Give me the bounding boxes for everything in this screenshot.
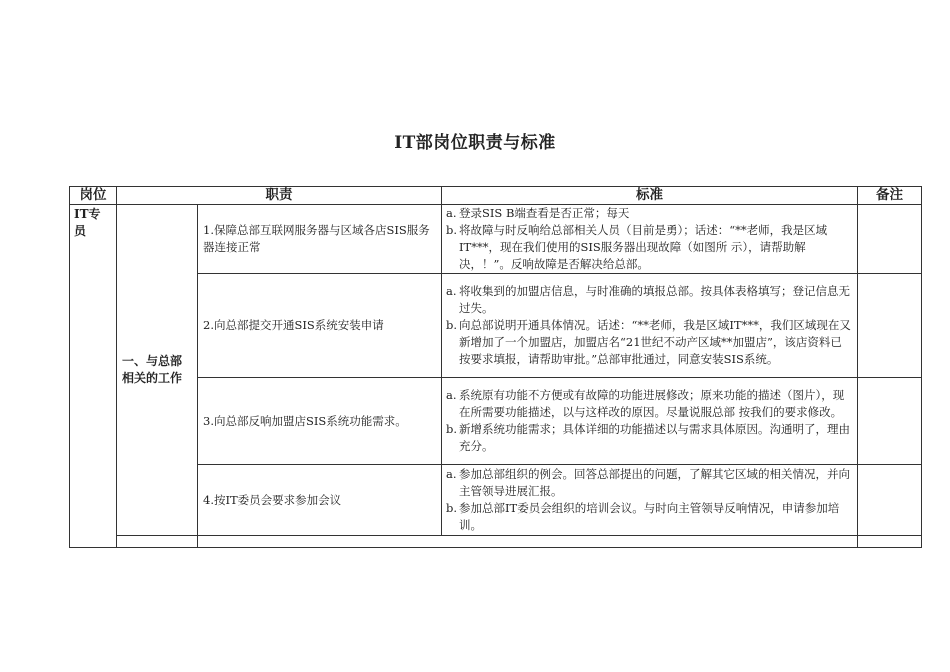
duty-cell: 4.按IT委员会要求参加会议 xyxy=(198,465,442,536)
header-remark: 备注 xyxy=(858,187,922,205)
duty-cell: 3.向总部反响加盟店SIS系统功能需求。 xyxy=(198,378,442,465)
duty-cell: 2.向总部提交开通SIS系统安装申请 xyxy=(198,274,442,378)
table-row xyxy=(70,378,922,465)
standard-cell xyxy=(442,465,858,536)
header-duty: 职责 xyxy=(117,187,442,205)
standard-item: a. 系统原有功能不方便或有故障的功能进展修改；原来功能的描述（图片），现在所需要功能描述，以与这样改的原因。尽量说服总部 按我们的要求修改。 xyxy=(446,388,845,419)
standard-item: a. 登录SIS B端查看是否正常；每天 xyxy=(446,206,630,220)
standard-item: b. 新增系统功能需求；具体详细的功能描述以与需求具体原因。沟通明了，理由充分。 xyxy=(446,422,850,453)
empty-cell xyxy=(858,536,922,548)
empty-cell xyxy=(198,536,858,548)
standard-item: b. 向总部说明开通具体情况。话述：“**老师，我是区域IT***，我们区域现在又新增加了一个加盟店，加盟店名“21世纪不动产区域**加盟店”，该店资料已按要求填报，请帮助审批。”总部审批通过，同意安装SIS系统。 xyxy=(446,318,851,366)
page-title: IT部岗位职责与标准 xyxy=(394,133,556,153)
standard-item: a. 参加总部组织的例会。回答总部提出的问题，了解其它区域的相关情况，并向主管领导进展汇报。 xyxy=(446,467,850,498)
table-header-row xyxy=(70,187,922,205)
header-position: 岗位 xyxy=(70,187,117,205)
table-row xyxy=(70,205,922,274)
standard-cell xyxy=(442,205,858,274)
position-cell: IT专员 xyxy=(70,205,117,548)
table-row xyxy=(70,465,922,536)
standard-item: a. 将收集到的加盟店信息，与时准确的填报总部。按具体表格填写；登记信息无过失。 xyxy=(446,284,850,315)
standard-cell xyxy=(442,274,858,378)
remark-cell xyxy=(858,205,922,274)
section-cell: 一、与总部相关的工作 xyxy=(117,205,198,536)
remark-cell xyxy=(858,465,922,536)
standard-item: b. 参加总部IT委员会组织的培训会议。与时向主管领导反响情况，申请参加培训。 xyxy=(446,501,840,532)
table-row xyxy=(70,274,922,378)
standard-item: b. 将故障与时反响给总部相关人员（目前是勇）；话述：“**老师，我是区域IT***，现在我们使用的SIS服务器出现故障（如图所 示），请帮助解决，！”。反响故障是否解决给总部。 xyxy=(446,223,828,271)
duty-cell: 1.保障总部互联网服务器与区域各店SIS服务器连接正常 xyxy=(198,205,442,274)
header-standard: 标准 xyxy=(442,187,858,205)
standard-cell xyxy=(442,378,858,465)
empty-row xyxy=(70,536,922,548)
duty-table xyxy=(69,186,922,548)
remark-cell xyxy=(858,378,922,465)
remark-cell xyxy=(858,274,922,378)
empty-cell xyxy=(117,536,198,548)
